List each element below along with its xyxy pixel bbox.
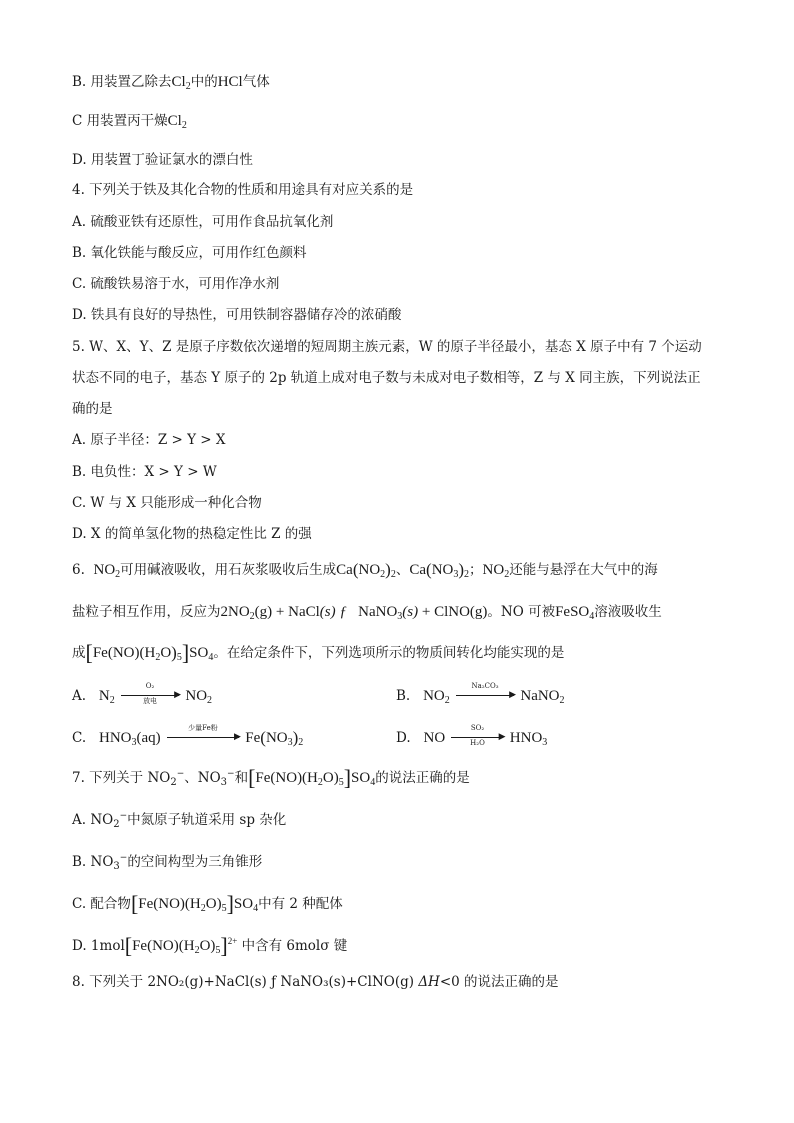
q5-option-b: B. 电负性：X > Y > W — [72, 464, 217, 480]
q6-option-c: C. $HNO_3(aq)$ 少量Fe粉 ▶ $Fe(NO_3)_2$ — [72, 724, 304, 748]
q7-option-c: C. 配合物$[Fe(NO)(H_2O)_5]SO_4$中有 2 种配体 — [72, 891, 343, 916]
q7-option-d: D. $1mol[Fe(NO)(H_2O)_5]^{2+}$ 中含有 6molσ 键 — [72, 933, 348, 958]
q5-stem-line3: 确的是 — [72, 401, 113, 417]
q8-stem: 8. 下列关于 2NO₂(g)+NaCl(s) ƒ NaNO₃(s)+ClNO(g) ΔH<0 的说法正确的是 — [72, 974, 559, 990]
q3-option-b: B. 用装置乙除去$Cl_2$中的HCl气体 — [72, 74, 270, 92]
q4-stem: 4. 下列关于铁及其化合物的性质和用途具有对应关系的是 — [72, 182, 414, 198]
q3-option-d: D. 用装置丁验证氯水的漂白性 — [72, 152, 253, 168]
reaction-arrow: O₂ ▶ 放电 — [121, 688, 179, 702]
q4-option-b: B. 氧化铁能与酸反应，可用作红色颜料 — [72, 245, 307, 261]
q7-option-b: B. $NO_3^-$的空间构型为三角锥形 — [72, 853, 263, 872]
q6-option-d: D. NO SO₂ ▶ H₂O $HNO_3$ — [396, 724, 548, 748]
q5-option-d: D. X 的简单氢化物的热稳定性比 Z 的强 — [72, 526, 312, 542]
q6-option-b: B. $NO_2$ Na₂CO₃ ▶ NaNO$_2$ — [396, 682, 565, 706]
reaction-arrow: 少量Fe粉 ▶ — [167, 730, 239, 744]
q4-option-d: D. 铁具有良好的导热性，可用铁制容器储存冷的浓硝酸 — [72, 307, 402, 323]
q6-stem-line2: 盐粒子相互作用，反应为$2NO_2(g)$ + NaCl(s) ƒ NaNO$_3$(s) + ClNO(g)。NO 可被FeSO$_4$溶液吸收生 — [72, 604, 662, 622]
reaction-arrow: SO₂ ▶ H₂O — [451, 730, 503, 744]
q5-stem-line2: 状态不同的电子，基态 Y 原子的 2p 轨道上成对电子数与未成对电子数相等，Z 与 X 同主族，下列说法正 — [72, 370, 701, 386]
q5-stem-line1: 5. W、X、Y、Z 是原子序数依次递增的短周期主族元素，W 的原子半径最小，基态 X 原子中有 7 个运动 — [72, 339, 702, 355]
q5-option-a: A. 原子半径：Z > Y > X — [72, 432, 226, 448]
q7-option-a: A. $NO_2^-$中氮原子轨道采用 sp 杂化 — [72, 811, 287, 830]
reaction-arrow: Na₂CO₃ ▶ — [456, 688, 514, 702]
q6-option-a: A. $N_2$ O₂ ▶ 放电 $NO_2$ — [72, 682, 213, 706]
q4-option-c: C. 硫酸铁易溶于水，可用作净水剂 — [72, 276, 280, 292]
q6-stem-line3: 成$[Fe(NO)(H_2O)_5]SO_4$。在给定条件下，下列选项所示的物质间转化均能实现的是 — [72, 640, 565, 665]
q7-stem: 7. 下列关于 $NO_2^-$、$NO_3^-$和$[Fe(NO)(H_2O)_5]SO_4$的说法正确的是 — [72, 765, 470, 790]
q4-option-a: A. 硫酸亚铁有还原性，可用作食品抗氧化剂 — [72, 214, 334, 230]
q5-option-c: C. W 与 X 只能形成一种化合物 — [72, 495, 262, 511]
q3-option-c: C 用装置丙干燥$Cl_2$ — [72, 113, 187, 131]
q6-stem-line1: 6. $NO_2$可用碱液吸收，用石灰浆吸收后生成$Ca(NO_2)_2$、$Ca(NO_3)_2$；$NO_2$还能与悬浮在大气中的海 — [72, 560, 658, 580]
